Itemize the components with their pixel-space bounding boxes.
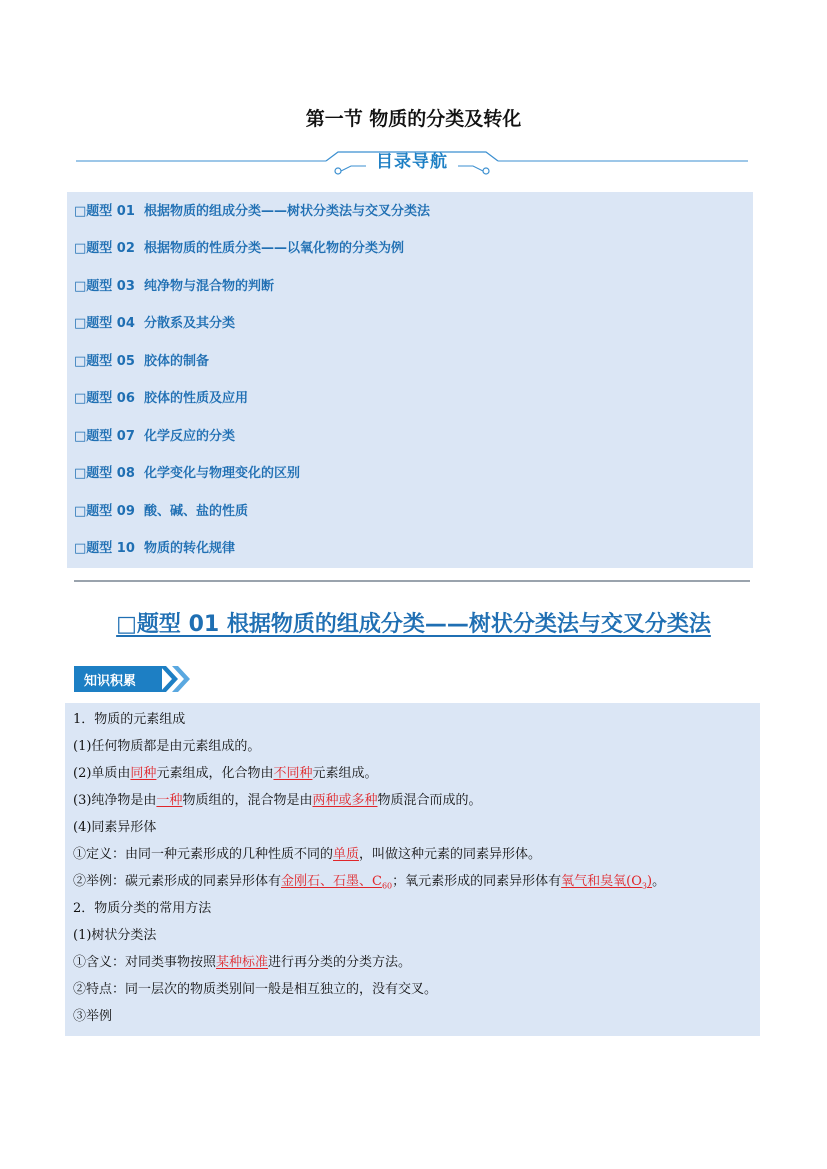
knowledge-panel bbox=[65, 703, 760, 1036]
page-title: 第一节 物质的分类及转化 bbox=[305, 108, 522, 130]
content-line: (3)纯净物是由一种物质组的，混合物是由两种或多种物质混合而成的。 bbox=[73, 793, 482, 808]
toc-item[interactable]: □题型 04 分散系及其分类 bbox=[74, 316, 236, 331]
section-title: □题型 01 根据物质的组成分类——树状分类法与交叉分类法 bbox=[116, 612, 711, 637]
section-divider bbox=[74, 580, 750, 582]
toc-header bbox=[76, 144, 748, 180]
content-line: (1)树状分类法 bbox=[73, 928, 157, 943]
toc-item[interactable]: □题型 09 酸、碱、盐的性质 bbox=[74, 504, 249, 519]
toc-header-label: 目录导航 bbox=[376, 152, 448, 172]
content-line: 2．物质分类的常用方法 bbox=[73, 901, 212, 916]
content-line: 1．物质的元素组成 bbox=[73, 712, 186, 727]
badge-label: 知识积累 bbox=[84, 674, 137, 689]
content-line: (1)任何物质都是由元素组成的。 bbox=[73, 739, 261, 754]
content-line: ①定义：由同一种元素形成的几种性质不同的单质，叫做这种元素的同素异形体。 bbox=[73, 847, 542, 862]
toc-item[interactable]: □题型 05 胶体的制备 bbox=[74, 354, 210, 369]
content-line: (2)单质由同种元素组成，化合物由不同种元素组成。 bbox=[73, 766, 378, 781]
content-line: ②特点：同一层次的物质类别间一般是相互独立的，没有交叉。 bbox=[73, 982, 438, 997]
toc-item[interactable]: □题型 01 根据物质的组成分类——树状分类法与交叉分类法 bbox=[74, 204, 431, 219]
content-line: ①含义：对同类事物按照某种标准进行再分类的分类方法。 bbox=[73, 955, 412, 970]
toc-item[interactable]: □题型 02 根据物质的性质分类——以氧化物的分类为例 bbox=[74, 241, 405, 256]
table-of-contents bbox=[67, 192, 753, 568]
content-line: (4)同素异形体 bbox=[73, 820, 157, 835]
toc-item[interactable]: □题型 06 胶体的性质及应用 bbox=[74, 391, 249, 406]
knowledge-badge bbox=[74, 666, 192, 692]
content-line: ②举例：碳元素形成的同素异形体有金刚石、石墨、$C_{60}$；氧元素形成的同素异形体有氧气和臭氧$(O_3)$。 bbox=[73, 874, 666, 891]
toc-item[interactable]: □题型 10 物质的转化规律 bbox=[74, 541, 236, 556]
toc-item[interactable]: □题型 03 纯净物与混合物的判断 bbox=[74, 279, 275, 294]
toc-item[interactable]: □题型 08 化学变化与物理变化的区别 bbox=[74, 466, 301, 481]
toc-item[interactable]: □题型 07 化学反应的分类 bbox=[74, 429, 236, 444]
content-line: ③举例 bbox=[73, 1009, 113, 1024]
